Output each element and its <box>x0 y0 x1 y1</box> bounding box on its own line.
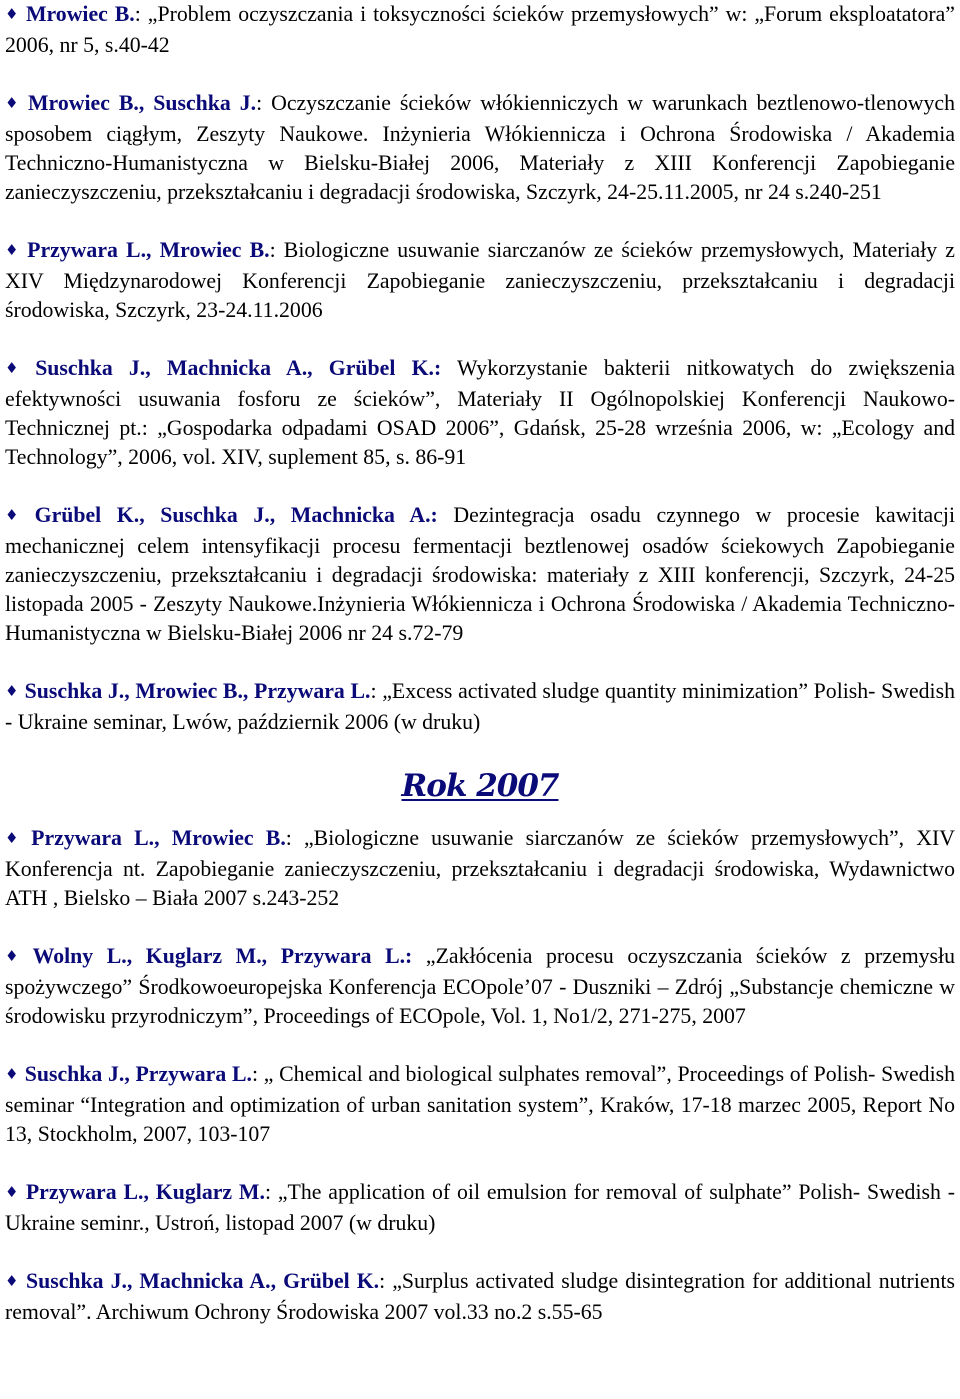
entry-authors: Suschka J., Przywara L. <box>24 1062 252 1086</box>
diamond-bullet-icon: ♦ <box>5 1272 21 1290</box>
diamond-bullet-icon: ♦ <box>5 241 22 259</box>
entry-authors: Suschka J., Machnicka A., Grübel K.: <box>35 356 442 380</box>
entry-text: „The application of oil emulsion for removal of sulphate” Polish- Swedish - Ukraine seminr., Ustroń, listopad 2007 (w druku) <box>5 1180 955 1235</box>
entry-separator: : <box>251 1062 264 1086</box>
year-heading: Rok 2007 <box>401 768 559 804</box>
entry-separator: : <box>134 2 148 26</box>
entry-text: Oczyszczanie ścieków włókienniczych w warunkach beztlenowo-tlenowych sposobem ciągłym, Zeszyty Naukowe. Inżynieria Włókiennicza i Ochrona Środowiska / Akademia Techniczno-Humanistyczna w Bielsku-Białej 2006, Materiały z XIII Konferencji Zapobieganie zanieczyszczeniu, przekształcaniu i degradacji środowiska, Szczyrk, 24-25.11.2005, nr 24 s.240-251 <box>5 91 955 204</box>
entry-separator: : <box>285 826 304 850</box>
bibliography-entry <box>5 1178 955 1238</box>
diamond-bullet-icon: ♦ <box>5 829 26 847</box>
bibliography-entry <box>5 236 955 325</box>
entry-separator <box>441 356 457 380</box>
bibliography-entry <box>5 1060 955 1149</box>
bibliography-entry <box>5 0 955 60</box>
entry-text: Dezintegracja osadu czynnego w procesie kawitacji mechanicznej celem intensyfikacji procesu fermentacji beztlenowej osadów ściekowych Zapobieganie zanieczyszczeniu, przekształcaniu i degradacji środowiska: materiały z XIII konferencji, Szczyrk, 24-25 listopada 2005 - Zeszyty Naukowe.Inżynieria Włókiennicza i Ochrona Środowiska / Akademia Techniczno-Humanistyczna w Bielsku-Białej 2006 nr 24 s.72-79 <box>5 503 956 645</box>
entry-text: „Zakłócenia procesu oczyszczania ścieków z przemysłu spożywczego” Środkowoeuropejska Konferencja ECOpole’07 - Duszniki – Zdrój „Substancje chemiczne w środowisku przyrodniczym”, Proceedings of ECOpole, Vol. 1, No1/2, 271-275, 2007 <box>5 944 955 1028</box>
entry-authors: Przywara L., Kuglarz M. <box>25 1180 265 1204</box>
bibliography-entry <box>5 942 955 1031</box>
entry-text: „ Chemical and biological sulphates removal”, Proceedings of Polish- Swedish seminar “Integration and optimization of urban sanitation system”, Kraków, 17-18 marzec 2005, Report No 13, Stockholm, 2007, 103-107 <box>5 1062 956 1146</box>
bibliography-entry <box>5 1267 955 1327</box>
entry-text: „Biologiczne usuwanie siarczanów ze ścieków przemysłowych”, XIV Konferencja nt. Zapobieganie zanieczyszczeniu, przekształcaniu i degradacji środowiska, Wydawnictwo ATH , Bielsko – Biała 2007 s.243-252 <box>5 826 955 910</box>
entry-text: Biologiczne usuwanie siarczanów ze ścieków przemysłowych, Materiały z XIV Międzynarodowej Konferencji Zapobieganie zanieczyszczeniu, przekształcaniu i degradacji środowiska, Szczyrk, 23-24.11.2006 <box>5 238 955 322</box>
bibliography-entry <box>5 354 955 472</box>
entry-authors: Mrowiec B. <box>25 2 135 26</box>
bibliography-entry <box>5 677 955 737</box>
entry-separator: : <box>256 91 272 115</box>
entry-authors: Przywara L., Mrowiec B. <box>27 238 270 262</box>
entry-separator <box>438 503 454 527</box>
entry-text: „Excess activated sludge quantity minimization” Polish- Swedish - Ukraine seminar, Lwów, październik 2006 (w druku) <box>5 679 955 734</box>
diamond-bullet-icon: ♦ <box>5 506 29 524</box>
entry-separator: : <box>264 1180 278 1204</box>
entry-authors: Suschka J., Machnicka A., Grübel K. <box>26 1269 380 1293</box>
entry-separator <box>412 944 426 968</box>
entry-authors: Suschka J., Mrowiec B., Przywara L. <box>24 679 371 703</box>
bibliography-entry <box>5 824 955 913</box>
entry-separator: : <box>269 238 284 262</box>
entry-text: Wykorzystanie bakterii nitkowatych do zwiększenia efektywności usuwania fosforu ze ścieków”, Materiały II Ogólnopolskiej Konferencji Naukowo-Technicznej pt.: „Gospodarka odpadami OSAD 2006”, Gdańsk, 25-28 września 2006, w: „Ecology and Technology”, 2006, vol. XIV, suplement 85, s. 86-91 <box>5 356 955 469</box>
entry-authors: Grübel K., Suschka J., Machnicka A.: <box>34 503 438 527</box>
entry-text: „Problem oczyszczania i toksyczności ścieków przemysłowych” w: „Forum eksploatatora” 2006, nr 5, s.40-42 <box>5 2 955 57</box>
entry-text: „Surplus activated sludge disintegration for additional nutrients removal”. Archiwum Ochrony Środowiska 2007 vol.33 no.2 s.55-65 <box>5 1269 955 1324</box>
entry-authors: Przywara L., Mrowiec B. <box>31 826 286 850</box>
bibliography-entry <box>5 89 955 207</box>
bibliography-entry <box>5 501 955 648</box>
diamond-bullet-icon: ♦ <box>5 359 30 377</box>
entry-separator: : <box>370 679 383 703</box>
diamond-bullet-icon: ♦ <box>5 1065 19 1083</box>
entry-separator: : <box>379 1269 393 1293</box>
diamond-bullet-icon: ♦ <box>5 5 20 23</box>
entry-authors: Wolny L., Kuglarz M., Przywara L.: <box>32 944 413 968</box>
diamond-bullet-icon: ♦ <box>5 1183 20 1201</box>
diamond-bullet-icon: ♦ <box>5 682 19 700</box>
diamond-bullet-icon: ♦ <box>5 947 27 965</box>
entry-authors: Mrowiec B., Suschka J. <box>27 91 257 115</box>
diamond-bullet-icon: ♦ <box>5 94 22 112</box>
